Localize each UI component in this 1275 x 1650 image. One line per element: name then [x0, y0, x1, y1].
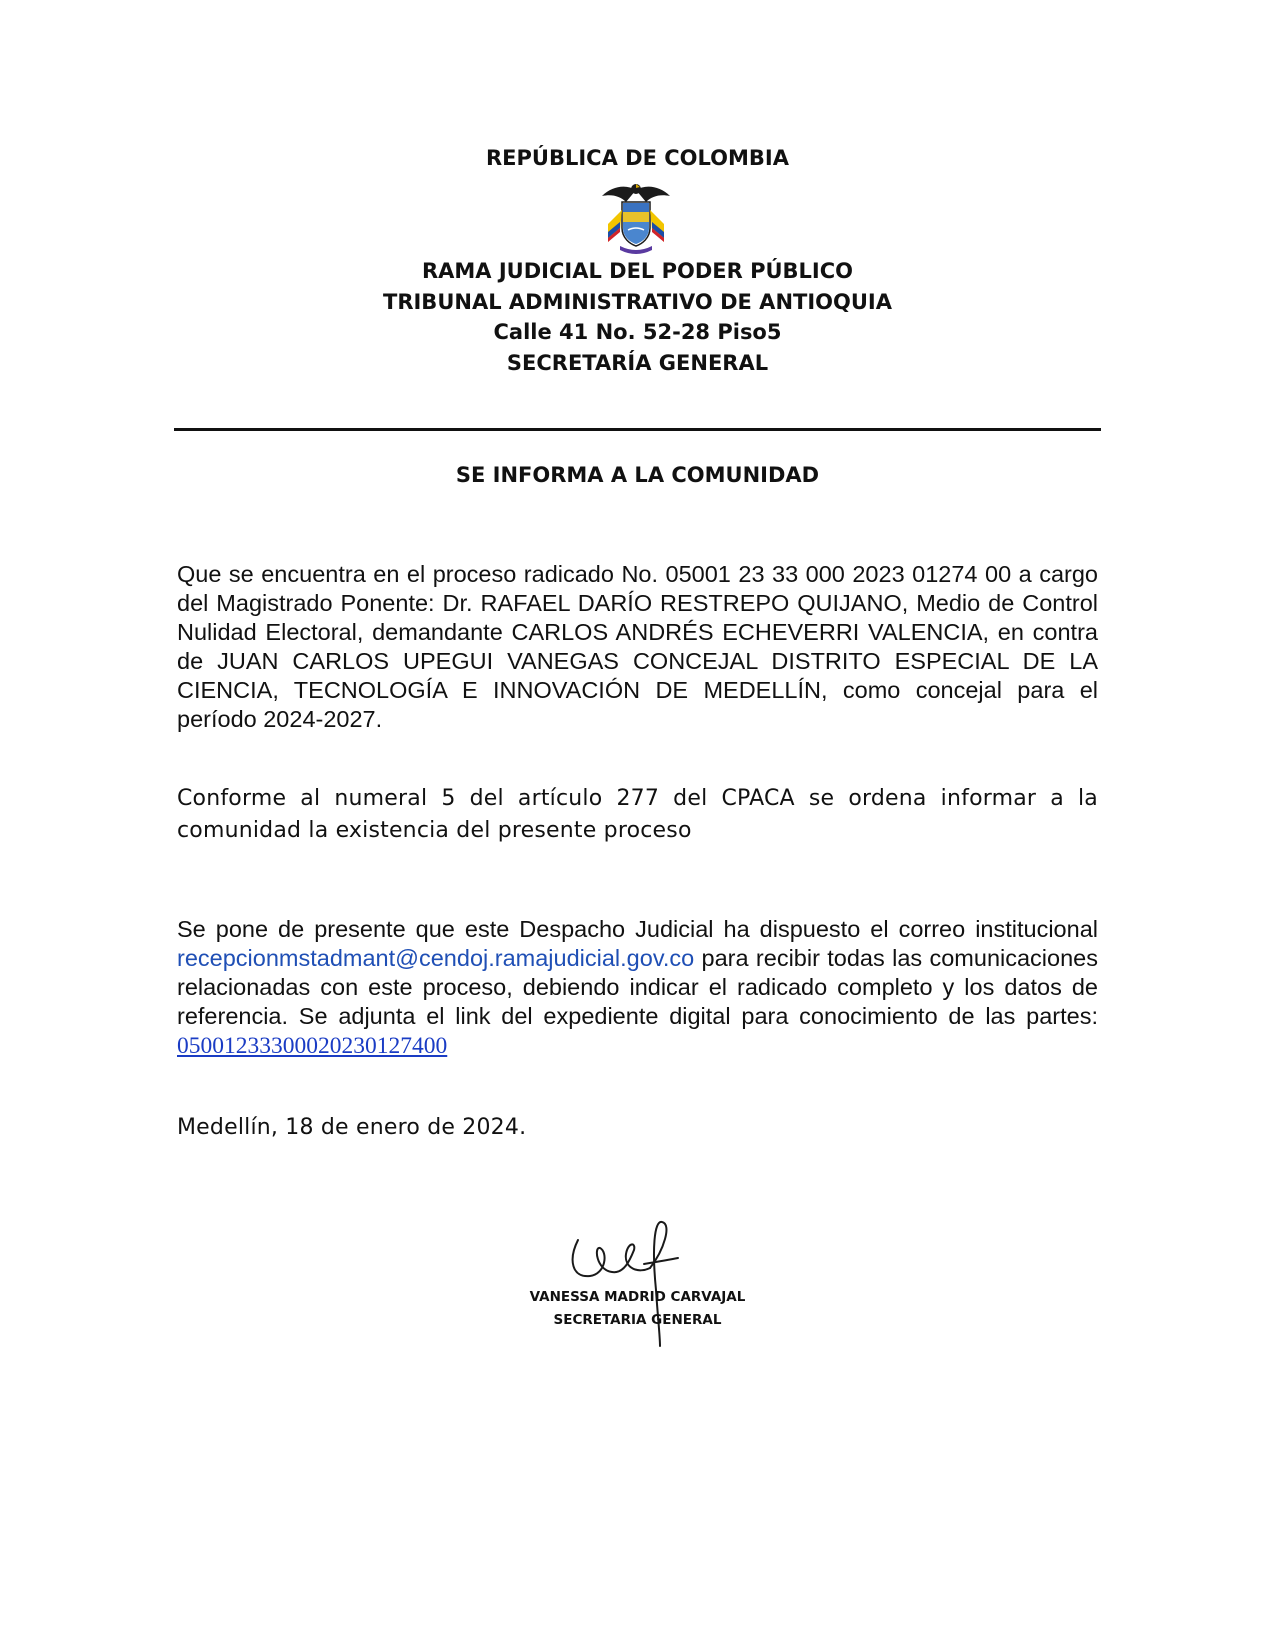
signer-title: SECRETARIA GENERAL [553, 1312, 722, 1328]
coat-of-arms-icon [598, 180, 674, 258]
court-heading: TRIBUNAL ADMINISTRATIVO DE ANTIOQUIA [383, 290, 892, 314]
email-paragraph [177, 915, 1098, 1061]
notice-title: SE INFORMA A LA COMUNIDAD [455, 463, 820, 487]
address-heading: Calle 41 No. 52-28 Piso5 [493, 320, 782, 344]
email-paragraph-middle: para recibir todas las comunicaciones relacionadas con este proceso, debiendo indicar el radicado completo y los datos de referencia. Se adjunta el link del expediente digital para conocimiento de las partes: [177, 945, 1098, 1029]
country-heading: REPÚBLICA DE COLOMBIA [486, 146, 789, 170]
header-divider [174, 428, 1101, 431]
signer-name: VANESSA MADRID CARVAJAL [529, 1289, 746, 1305]
branch-heading: RAMA JUDICIAL DEL PODER PÚBLICO [421, 259, 854, 283]
case-file-link[interactable]: 05001233300020230127400 [177, 1033, 448, 1059]
institutional-email-link[interactable]: recepcionmstadmant@cendoj.ramajudicial.gov.co [177, 945, 695, 971]
date-line: Medellín, 18 de enero de 2024. [177, 1115, 527, 1140]
handwritten-signature [560, 1220, 730, 1350]
cpaca-paragraph: Conforme al numeral 5 del artículo 277 del CPACA se ordena informar a la comunidad la existencia del presente proceso [177, 786, 1098, 843]
office-heading: SECRETARÍA GENERAL [506, 351, 769, 375]
case-paragraph: Que se encuentra en el proceso radicado No. 05001 23 33 000 2023 01274 00 a cargo del Magistrado Ponente: Dr. RAFAEL DARÍO RESTREPO QUIJANO, Medio de Control Nulidad Electoral, demandante CARLOS ANDRÉS ECHEVERRI VALENCIA, en contra de JUAN CARLOS UPEGUI VANEGAS CONCEJAL DISTRITO ESPECIAL DE LA CIENCIA, TECNOLOGÍA E INNOVACIÓN DE MEDELLÍN, como concejal para el período 2024-2027. [177, 561, 1098, 732]
email-paragraph-intro: Se pone de presente que este Despacho Judicial ha dispuesto el correo institucional [177, 916, 1098, 942]
